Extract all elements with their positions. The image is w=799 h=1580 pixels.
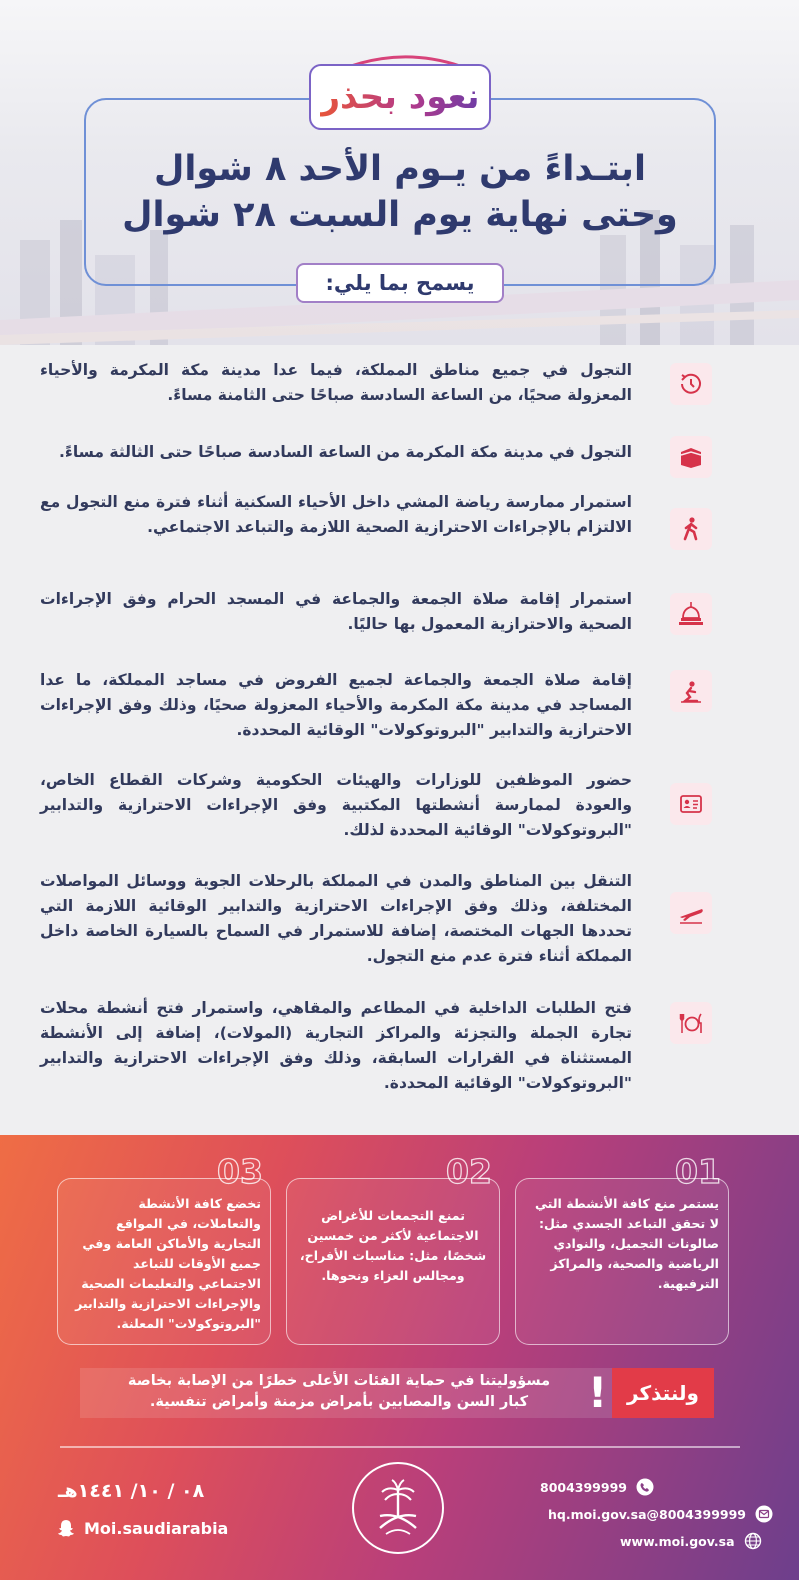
airplane-icon: [670, 892, 712, 934]
phone-number: 8004399999: [540, 1479, 627, 1495]
social-handle[interactable]: [56, 1518, 228, 1538]
contact-email[interactable]: [548, 1502, 774, 1526]
card-number: 01: [675, 1152, 721, 1191]
item-text: حضور الموظفين للوزارات والهيئات الحكومية وشركات القطاع الخاص، والعودة لممارسة أنشطتها المكتبية وفق الإجراءات الاحترازية والتدابير "البروتوكولات" الوقائية المحددة لذلك.: [40, 771, 632, 839]
hero-section: [0, 0, 799, 345]
ministry-emblem: [352, 1462, 444, 1554]
reminder-line-1: مسؤوليتنا في حماية الفئات الأعلى خطرًا من الإصابة بخاصة: [127, 1373, 551, 1389]
footer-divider: [60, 1446, 740, 1448]
clock-icon: [670, 363, 712, 405]
headline-line-2: وحتى نهاية يوم السبت ٢٨ شوال: [122, 195, 678, 235]
item-text: إقامة صلاة الجمعة والجماعة لجميع الفروض في مساجد المملكة، ما عدا المساجد في مدينة مكة المكرمة والأحياء المعزولة صحيًا، وذلك وفق الإجراءات الاحترازية والتدابير "البروتوكولات" الوقائية المحددة.: [40, 671, 632, 739]
card-text: تمنع التجمعات للأغراض الاجتماعية لأكثر من خمسين شخصًا، مثل: مناسبات الأفراح، ومجالس العزاء ونحوها.: [299, 1208, 487, 1283]
headline: [90, 146, 710, 238]
prayer-icon: [670, 670, 712, 712]
globe-icon: [743, 1531, 763, 1551]
id-card-icon: [670, 783, 712, 825]
item-text: استمرار إقامة صلاة الجمعة والجماعة في المسجد الحرام وفق الإجراءات الصحية والاحترازية المعمول بها حاليًا.: [40, 590, 632, 633]
email-icon: [754, 1504, 774, 1524]
exclamation-icon: !: [588, 1368, 608, 1417]
reminder-line-2: كبار السن والمصابين بأمراض مزمنة وأمراض تنفسية.: [149, 1394, 529, 1410]
kaaba-icon: [670, 436, 712, 478]
item-text: التجول في مدينة مكة المكرمة من الساعة السادسة صباحًا حتى الثالثة مساءً.: [59, 443, 632, 461]
campaign-logo: [309, 64, 491, 130]
item-text: التنقل بين المناطق والمدن في المملكة بالرحلات الجوية ووسائل المواصلات المختلفة، وذلك وفق الإجراءات الاحترازية والتدابير الوقائية اللازمة التي تحددها الجهات المختصة، إضافة للاستمرار في السماح بالسيارة الخاصة داخل المملكة أثناء فترة عدم منع التجول.: [40, 872, 632, 965]
reminder-label: ولنتذكر: [612, 1368, 714, 1418]
item-text: فتح الطلبات الداخلية في المطاعم والمقاهي، واستمرار فتح أنشطة محلات تجارة الجملة والتجزئة والمراكز التجارية (المولات)، إضافة إلى الأنشطة المستثناة في القرارات السابقة، وذلك وفق الإجراءات الاحترازية والتدابير "البروتوكولات" الوقائية المحددة.: [40, 999, 632, 1092]
website-url: www.moi.gov.sa: [620, 1533, 735, 1549]
mosque-icon: [670, 593, 712, 635]
headline-line-1: ابتـداءً من يـوم الأحد ٨ شوال: [154, 149, 646, 189]
walking-icon: [670, 508, 712, 550]
reminder-text: [100, 1371, 578, 1413]
snapchat-icon: [56, 1518, 76, 1538]
card-number: 03: [217, 1152, 263, 1191]
dining-icon: [670, 1002, 712, 1044]
phone-icon: [635, 1477, 655, 1497]
card-text: تخضع كافة الأنشطة والتعاملات، في المواقع التجارية والأماكن العامة وفي جميع الأوقات للتباعد الاجتماعي والتعليمات الصحية والإجراءات الاحترازية والتدابير "البروتوكولات" المعلنة.: [75, 1196, 261, 1331]
email-address: 8004399999@hq.moi.gov.sa: [548, 1506, 747, 1522]
item-text: استمرار ممارسة رياضة المشي داخل الأحياء السكنية أثناء فترة منع التجول مع الالتزام بالإجراءات الاحترازية الصحية اللازمة والتباعد الاجتماعي.: [40, 493, 632, 536]
palm-swords-icon: [366, 1476, 430, 1540]
handle-text: Moi.saudiarabia: [84, 1518, 229, 1538]
contact-website[interactable]: [620, 1529, 763, 1553]
contact-phone[interactable]: [540, 1475, 655, 1499]
item-text: التجول في جميع مناطق المملكة، فيما عدا مدينة مكة المكرمة والأحياء المعزولة صحيًا، من الساعة السادسة صباحًا حتى الثامنة مساءً.: [40, 361, 632, 404]
card-number: 02: [446, 1152, 492, 1191]
card-text: يستمر منع كافة الأنشطة التي لا تحقق التباعد الجسدي مثل: صالونات التجميل، والنوادي الرياضية والصحية، والمراكز الترفيهية.: [534, 1196, 719, 1291]
issue-date: ٠٨ / ١٠/ ١٤٤١هـ: [58, 1480, 205, 1502]
logo-text: نعود بحذر: [320, 77, 480, 117]
permitted-label: يسمح بما يلي:: [296, 263, 504, 303]
